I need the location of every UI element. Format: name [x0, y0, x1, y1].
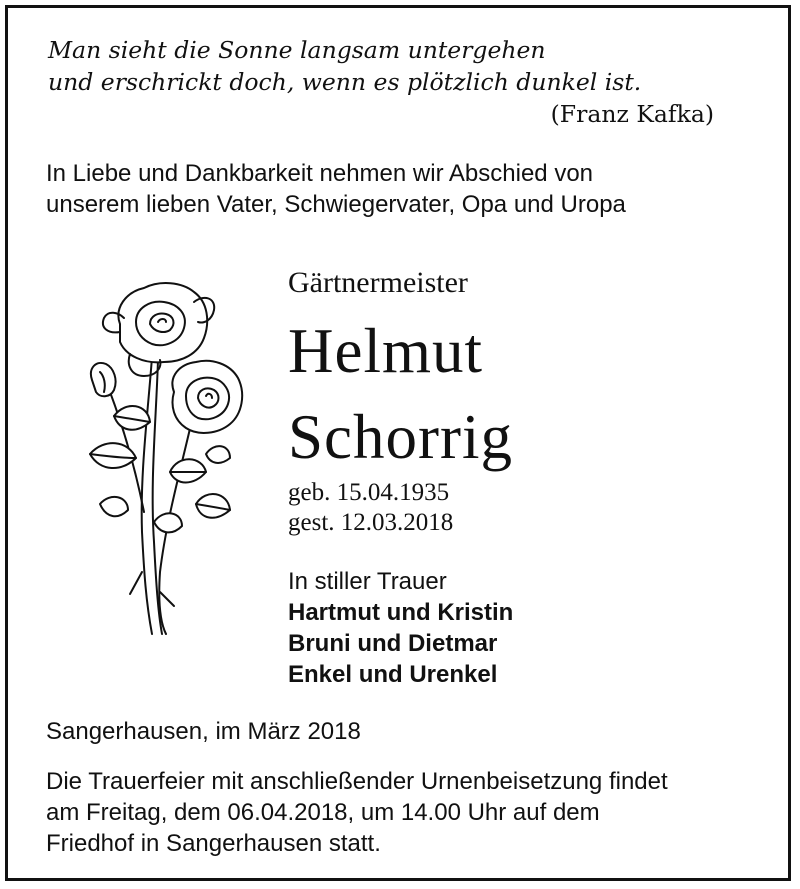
quote: [48, 34, 641, 98]
death-date: gest. 12.03.2018: [288, 509, 454, 536]
mourners-list: [288, 597, 513, 690]
quote-author: (Franz Kafka): [550, 100, 714, 128]
intro-line-1: In Liebe und Dankbarkeit nehmen wir Abschied von: [46, 160, 594, 187]
mourner-name: Hartmut und Kristin: [288, 599, 514, 626]
quote-line-1: Man sieht die Sonne langsam untergehen: [48, 36, 546, 64]
service-line-1: Die Trauerfeier mit anschließender Urnenbeisetzung findet: [46, 768, 668, 795]
occupation-title: Gärtnermeister: [288, 266, 468, 299]
intro-line-2: unserem lieben Vater, Schwiegervater, Opa und Uropa: [46, 191, 626, 218]
first-name: Helmut: [288, 316, 483, 386]
last-name: Schorrig: [288, 402, 513, 472]
intro-text: [46, 158, 626, 220]
mourner-name: Enkel und Urenkel: [288, 661, 498, 688]
birth-date: geb. 15.04.1935: [288, 479, 450, 506]
place-date: Sangerhausen, im März 2018: [46, 718, 361, 745]
mourner-name: Bruni und Dietmar: [288, 630, 498, 657]
service-info: [46, 766, 668, 859]
quote-line-2: und erschrickt doch, wenn es plötzlich dunkel ist.: [48, 68, 642, 96]
mourners-heading: In stiller Trauer: [288, 568, 447, 595]
roses-icon: [70, 272, 250, 642]
service-line-2: am Freitag, dem 06.04.2018, um 14.00 Uhr auf dem: [46, 799, 600, 826]
service-line-3: Friedhof in Sangerhausen statt.: [46, 830, 381, 857]
